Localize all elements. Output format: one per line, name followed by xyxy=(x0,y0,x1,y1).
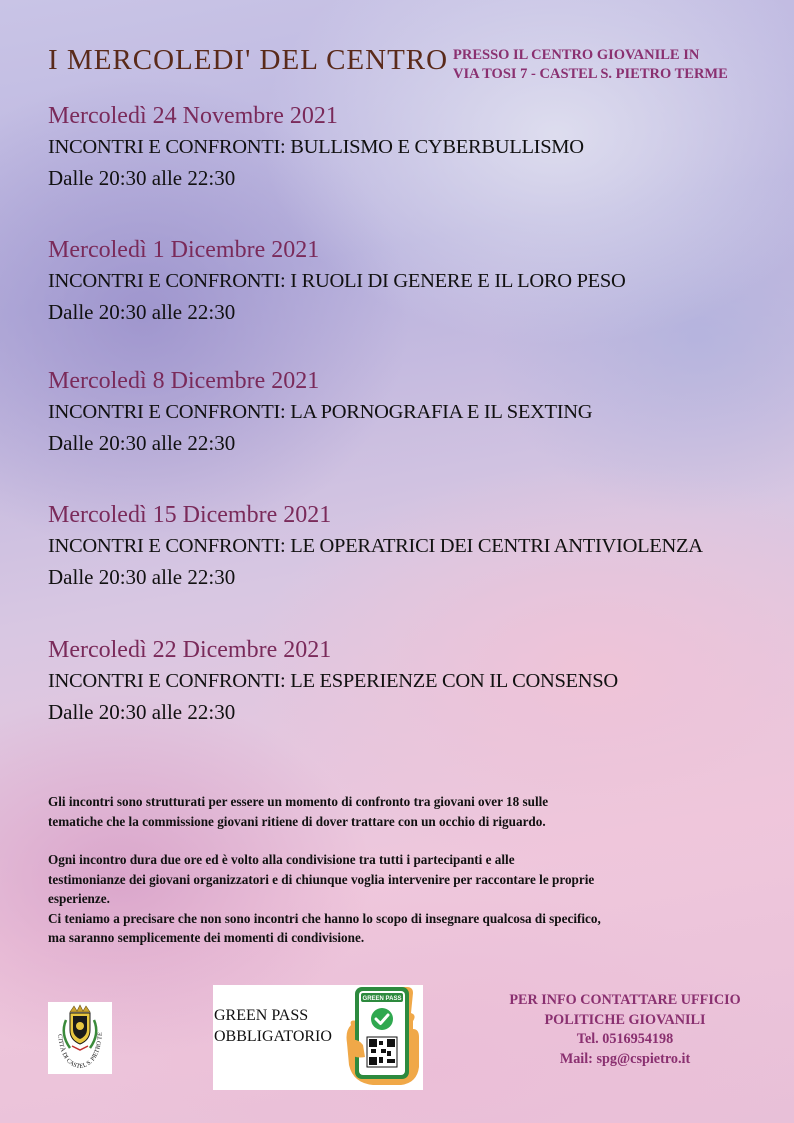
location-line-1: PRESSO IL CENTRO GIOVANILE IN xyxy=(453,47,700,63)
green-pass-line-2: OBBLIGATORIO xyxy=(214,1028,332,1045)
event-date: Mercoledì 1 Dicembre 2021 xyxy=(48,237,320,263)
contact-mail[interactable]: Mail: spg@cspietro.it xyxy=(559,1050,691,1067)
location-line-2: VIA TOSI 7 - CASTEL S. PIETRO TERME xyxy=(453,66,728,82)
event-title: INCONTRI E CONFRONTI: LA PORNOGRAFIA E IL SEXTING xyxy=(48,401,593,423)
description-paragraph-1 xyxy=(48,792,748,831)
event-3 xyxy=(48,366,592,460)
description-paragraph-3 xyxy=(48,909,748,948)
event-date: Mercoledì 8 Dicembre 2021 xyxy=(48,368,320,394)
description-line: esperienze. xyxy=(48,891,110,906)
contact-info xyxy=(480,991,770,1069)
page-title: I MERCOLEDI' DEL CENTRO xyxy=(48,44,449,76)
contact-phone: Tel. 0516954198 xyxy=(576,1031,674,1047)
location-info xyxy=(453,46,773,84)
event-time: Dalle 20:30 alle 22:30 xyxy=(48,565,236,589)
city-crest-icon xyxy=(48,1002,112,1074)
description-line: Gli incontri sono strutturati per essere un momento di confronto tra giovani over 18 sulle xyxy=(48,794,549,809)
description xyxy=(48,792,748,948)
event-time: Dalle 20:30 alle 22:30 xyxy=(48,300,236,324)
event-title: INCONTRI E CONFRONTI: LE ESPERIENZE CON IL CONSENSO xyxy=(48,670,618,692)
green-pass-box xyxy=(213,985,423,1090)
event-5 xyxy=(48,635,618,729)
green-pass-line-1: GREEN PASS xyxy=(214,1007,309,1024)
event-date: Mercoledì 15 Dicembre 2021 xyxy=(48,502,332,528)
description-line: tematiche che la commissione giovani ritiene di dover trattare con un occhio di riguardo. xyxy=(48,813,546,829)
event-4 xyxy=(48,500,703,594)
event-date: Mercoledì 22 Dicembre 2021 xyxy=(48,637,332,663)
phone-badge-text: GREEN PASS xyxy=(362,996,402,1002)
event-date: Mercoledì 24 Novembre 2021 xyxy=(48,103,338,129)
event-title: INCONTRI E CONFRONTI: I RUOLI DI GENERE E IL LORO PESO xyxy=(48,270,626,292)
event-time: Dalle 20:30 alle 22:30 xyxy=(48,700,236,724)
contact-line-1: PER INFO CONTATTARE UFFICIO xyxy=(509,992,741,1008)
phone-green-pass-icon xyxy=(343,985,423,1090)
city-logo xyxy=(48,1002,112,1074)
event-time: Dalle 20:30 alle 22:30 xyxy=(48,431,236,455)
event-time: Dalle 20:30 alle 22:30 xyxy=(48,166,236,190)
description-line: ma saranno semplicemente dei momenti di condivisione. xyxy=(48,930,365,945)
description-paragraph-2 xyxy=(48,850,748,909)
event-title: INCONTRI E CONFRONTI: BULLISMO E CYBERBULLISMO xyxy=(48,136,584,158)
green-pass-label xyxy=(214,1005,354,1047)
description-line: testimonianze dei giovani organizzatori e di chiunque voglia intervenire per raccontare le proprie xyxy=(48,871,595,887)
event-2 xyxy=(48,235,626,329)
contact-line-2: POLITICHE GIOVANILI xyxy=(544,1011,706,1028)
event-title: INCONTRI E CONFRONTI: LE OPERATRICI DEI CENTRI ANTIVIOLENZA xyxy=(48,535,703,557)
description-line: Ci teniamo a precisare che non sono incontri che hanno lo scopo di insegnare qualcosa di specifico, xyxy=(48,910,601,926)
event-1 xyxy=(48,101,584,195)
city-logo-text: CITTÀ DI CASTEL S. PIETRO TE xyxy=(56,1031,104,1071)
description-line: Ogni incontro dura due ore ed è volto alla condivisione tra tutti i partecipanti e alle xyxy=(48,852,515,867)
